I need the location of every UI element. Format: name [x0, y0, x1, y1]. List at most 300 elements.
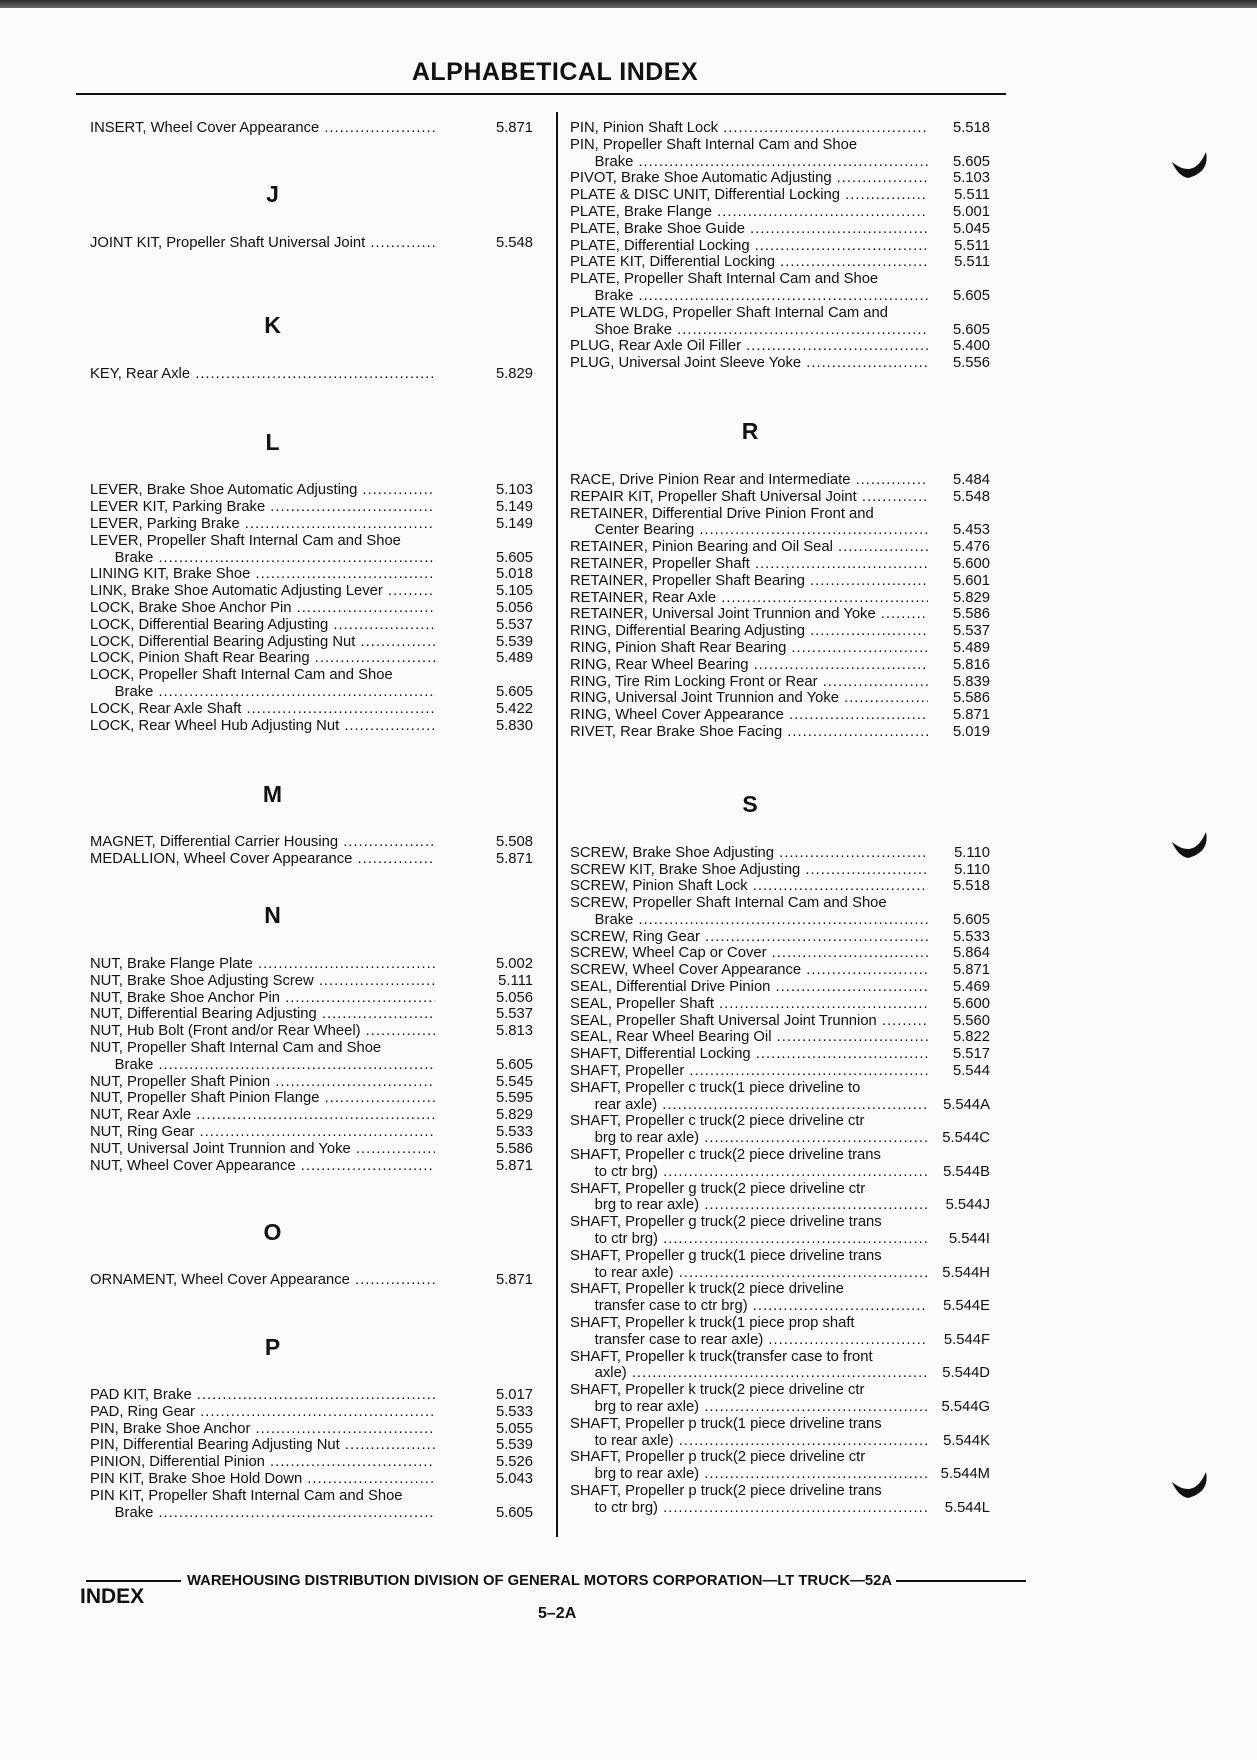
entry-text: NUT, Brake Shoe Adjusting Screw [90, 972, 314, 989]
entry-text: LEVER, Brake Shoe Automatic Adjusting [90, 482, 358, 499]
section-letter: S [742, 791, 758, 818]
footer-rule-right [896, 1580, 1026, 1582]
entry-text: RING, Universal Joint Trunnion and Yoke [570, 690, 839, 707]
index-entry [570, 137, 1020, 154]
entry-text: PLATE KIT, Differential Locking [570, 254, 776, 271]
entry-page-number: 5.019 [952, 723, 990, 740]
leader-dots [339, 718, 435, 734]
entry-page-number: 5.149 [495, 499, 533, 516]
section-letter: O [263, 1218, 282, 1245]
leader-dots [772, 1029, 929, 1045]
leader-dots [296, 1158, 435, 1174]
entry-text: SHAFT, Propeller g truck(1 piece driveline trans [570, 1247, 882, 1264]
entry-text: Brake [570, 287, 634, 304]
entry-page-number: 5.544D [942, 1365, 990, 1382]
entry-description [570, 1214, 928, 1231]
entry-text: PAD, Ring Gear [90, 1403, 195, 1420]
leader-dots [328, 617, 435, 633]
entry-description [570, 204, 928, 221]
entry-text: RING, Pinion Shaft Rear Bearing [570, 639, 787, 656]
entry-page-number: 5.605 [495, 1504, 533, 1521]
entry-text: SHAFT, Propeller p truck(2 piece driveline trans [570, 1482, 882, 1499]
entry-text: LINK, Brake Shoe Automatic Adjusting Lever [90, 583, 383, 600]
section-letter: P [264, 1333, 281, 1360]
index-entry [90, 834, 545, 851]
entry-text: SHAFT, Differential Locking [570, 1046, 751, 1063]
entry-text: NUT, Differential Bearing Adjusting [90, 1006, 317, 1023]
index-entry [570, 1382, 1020, 1399]
entry-description [570, 1113, 928, 1130]
entry-text: LOCK, Differential Bearing Adjusting [90, 616, 329, 633]
index-entry [570, 322, 1020, 339]
leader-dots [292, 600, 435, 616]
index-entry [90, 990, 545, 1007]
entry-description [570, 1097, 928, 1114]
index-entry [570, 288, 1020, 305]
leader-dots [627, 1365, 928, 1381]
entry-page-number: 5.511 [954, 237, 990, 254]
entry-text: PIN, Brake Shoe Anchor [90, 1420, 251, 1437]
entry-description [570, 539, 928, 556]
entry-text: NUT, Ring Gear [90, 1123, 195, 1140]
entry-page-number: 5.537 [495, 616, 533, 633]
index-entry [570, 506, 1020, 523]
index-entry [570, 707, 1020, 724]
entry-page-number: 5.871 [495, 851, 533, 868]
leader-dots [763, 1332, 928, 1348]
entry-description [570, 606, 928, 623]
index-entry [90, 1387, 545, 1404]
entry-text: PLATE, Brake Flange [570, 203, 713, 220]
leader-dots [658, 1231, 928, 1247]
leader-dots [801, 355, 928, 371]
entry-description [570, 288, 928, 305]
entry-text: MEDALLION, Wheel Cover Appearance [90, 851, 353, 868]
entry-page-number: 5.556 [952, 355, 990, 372]
entry-page-number: 5.560 [952, 1012, 990, 1029]
index-entry [570, 606, 1020, 623]
index-entry [90, 516, 545, 533]
entry-text: transfer case to rear axle) [570, 1331, 764, 1348]
section-letter: K [264, 312, 281, 339]
entry-description [90, 684, 435, 701]
index-entry [90, 1454, 545, 1471]
entry-description [90, 120, 435, 137]
entry-description [570, 929, 928, 946]
index-entry [570, 238, 1020, 255]
entry-text: NUT, Universal Joint Trunnion and Yoke [90, 1140, 351, 1157]
index-entry [90, 533, 545, 550]
index-entry [570, 1029, 1020, 1046]
leader-dots [700, 929, 928, 945]
index-entry [570, 945, 1020, 962]
entry-description [570, 1147, 928, 1164]
leader-dots [782, 724, 928, 740]
scan-top-edge [0, 0, 1257, 8]
entry-description [90, 834, 435, 851]
entry-text: PIN, Pinion Shaft Lock [570, 120, 719, 136]
entry-text: LEVER, Propeller Shaft Internal Cam and Shoe [90, 532, 401, 549]
leader-dots [365, 235, 435, 251]
index-entry [570, 1298, 1020, 1315]
entry-text: KEY, Rear Axle [90, 365, 191, 382]
entry-page-number: 5.103 [952, 170, 990, 187]
leader-dots [383, 583, 435, 599]
entry-text: Brake [90, 549, 154, 566]
index-entry [90, 1421, 545, 1438]
page-title: ALPHABETICAL INDEX [411, 58, 699, 86]
index-entry [90, 617, 545, 634]
entry-description [570, 1416, 928, 1433]
leader-dots [786, 640, 928, 656]
index-entry [570, 305, 1020, 322]
section-gap [90, 1174, 545, 1192]
index-entry [570, 1231, 1020, 1248]
entry-description [570, 623, 928, 640]
leader-dots [832, 170, 928, 186]
leader-dots [674, 1433, 928, 1449]
entry-description [90, 1387, 435, 1404]
entry-page-number: 5.489 [952, 639, 990, 656]
entry-description [570, 1164, 928, 1181]
leader-dots [751, 1046, 928, 1062]
entry-text: NUT, Brake Flange Plate [90, 955, 253, 972]
entry-description [570, 573, 928, 590]
entry-text: LOCK, Pinion Shaft Rear Bearing [90, 650, 310, 667]
entry-description [570, 472, 928, 489]
entry-text: to ctr brg) [570, 1163, 658, 1180]
entry-text: SCREW, Brake Shoe Adjusting [570, 844, 774, 861]
entry-page-number: 5.544F [943, 1331, 990, 1348]
leader-dots [748, 1298, 928, 1314]
entry-text: RETAINER, Propeller Shaft Bearing [570, 572, 805, 589]
entry-text: brg to rear axle) [570, 1399, 700, 1415]
leader-dots [658, 1164, 928, 1180]
entry-description [570, 489, 928, 506]
entry-text: SHAFT, Propeller g truck(2 piece driveline trans [570, 1214, 882, 1231]
footer-text: WAREHOUSING DISTRIBUTION DIVISION OF GENERAL MOTORS CORPORATION—LT TRUCK—52A [187, 1573, 893, 1589]
index-entry [570, 1433, 1020, 1450]
entry-description [90, 718, 435, 735]
entry-text: NUT, Propeller Shaft Pinion Flange [90, 1090, 320, 1107]
index-entry [90, 482, 545, 499]
entry-page-number: 5.544M [940, 1466, 990, 1483]
entry-description [570, 640, 928, 657]
index-entry [90, 1505, 545, 1522]
entry-page-number: 5.511 [954, 254, 990, 271]
entry-description [90, 634, 435, 651]
entry-text: brg to rear axle) [570, 1466, 700, 1483]
leader-dots [857, 489, 928, 505]
index-entry [90, 1124, 545, 1141]
column-divider [556, 112, 558, 1537]
entry-text: LOCK, Rear Axle Shaft [90, 700, 242, 717]
entry-page-number: 5.544A [943, 1096, 990, 1113]
entry-page-number: 5.103 [495, 482, 533, 499]
entry-page-number: 5.586 [952, 690, 990, 707]
entry-description [90, 1006, 435, 1023]
index-entry [570, 1416, 1020, 1433]
entry-description [90, 1158, 435, 1175]
index-entry [90, 956, 545, 973]
leader-dots [833, 539, 928, 555]
entry-description [570, 338, 928, 355]
entry-page-number: 5.545 [495, 1073, 533, 1090]
leader-dots [805, 573, 928, 589]
entry-description [570, 707, 928, 724]
footer-rule-left [86, 1580, 181, 1582]
entry-text: SHAFT, Propeller [570, 1063, 685, 1080]
entry-page-number: 5.518 [952, 120, 990, 136]
right-index-column [570, 120, 1020, 1517]
leader-dots [674, 1265, 928, 1281]
entry-page-number: 5.105 [495, 583, 533, 600]
index-entry [570, 1181, 1020, 1198]
leader-dots [750, 556, 928, 572]
index-entry [570, 1248, 1020, 1265]
entry-text: SCREW, Wheel Cover Appearance [570, 962, 802, 979]
entry-text: NUT, Propeller Shaft Pinion [90, 1073, 271, 1090]
section-gap [90, 252, 545, 286]
leader-dots [192, 1387, 435, 1403]
entry-page-number: 5.517 [952, 1046, 990, 1063]
index-entry [570, 120, 1020, 137]
index-entry [90, 650, 545, 667]
entry-description [570, 1231, 928, 1248]
index-entry [570, 1046, 1020, 1063]
index-entry [90, 1141, 545, 1158]
entry-text: JOINT KIT, Propeller Shaft Universal Joint [90, 234, 366, 251]
entry-page-number: 5.605 [952, 321, 990, 338]
index-entry [570, 1399, 1020, 1416]
entry-page-number: 5.829 [495, 1107, 533, 1124]
entry-text: NUT, Propeller Shaft Internal Cam and Shoe [90, 1039, 382, 1056]
entry-text: RING, Wheel Cover Appearance [570, 707, 784, 724]
entry-description [570, 657, 928, 674]
index-entry [570, 472, 1020, 489]
entry-text: SHAFT, Propeller k truck(2 piece driveline ctr [570, 1382, 865, 1399]
entry-text: SCREW, Propeller Shaft Internal Cam and Shoe [570, 895, 887, 912]
entry-description [570, 895, 928, 912]
entry-page-number: 5.484 [952, 471, 990, 488]
leader-dots [775, 254, 928, 270]
entry-page-number: 5.533 [952, 928, 990, 945]
index-entry [90, 1074, 545, 1091]
index-entry [90, 366, 545, 383]
leader-dots [153, 1505, 435, 1521]
entry-page-number: 5.056 [495, 989, 533, 1006]
entry-description [90, 1421, 435, 1438]
entry-page-number: 5.001 [952, 203, 990, 220]
index-entry [570, 187, 1020, 204]
entry-text: brg to rear axle) [570, 1130, 700, 1147]
entry-text: PIN KIT, Propeller Shaft Internal Cam and Shoe [90, 1487, 403, 1504]
leader-dots [745, 221, 928, 237]
leader-dots [805, 623, 928, 639]
entry-description [90, 499, 435, 516]
entry-text: PLUG, Universal Joint Sleeve Yoke [570, 355, 802, 372]
entry-page-number: 5.605 [952, 911, 990, 928]
entry-text: ORNAMENT, Wheel Cover Appearance [90, 1272, 350, 1289]
entry-text: SHAFT, Propeller g truck(2 piece driveline ctr [570, 1180, 866, 1197]
index-entry [570, 1265, 1020, 1282]
entry-text: Shoe Brake [570, 321, 672, 338]
entry-description [570, 1315, 928, 1332]
entry-page-number: 5.533 [495, 1403, 533, 1420]
index-entry [570, 1281, 1020, 1298]
entry-description [90, 1040, 435, 1057]
leader-dots [280, 990, 435, 1006]
entry-page-number: 5.871 [952, 707, 990, 724]
leader-dots [840, 187, 928, 203]
index-entry [570, 657, 1020, 674]
entry-description [570, 1080, 928, 1097]
section-gap [90, 734, 545, 754]
entry-description [570, 1281, 928, 1298]
index-entry [90, 684, 545, 701]
entry-text: PLATE & DISC UNIT, Differential Locking [570, 187, 841, 204]
entry-page-number: 5.149 [495, 515, 533, 532]
entry-description [90, 482, 435, 499]
leader-dots [694, 522, 928, 538]
entry-text: PIN, Propeller Shaft Internal Cam and Shoe [570, 136, 858, 153]
entry-page-number: 5.864 [952, 945, 990, 962]
entry-page-number: 5.544I [948, 1231, 990, 1248]
entry-description [90, 1074, 435, 1091]
entry-page-number: 5.453 [952, 522, 990, 539]
leader-dots [633, 912, 928, 928]
entry-page-number: 5.544B [943, 1163, 990, 1180]
leader-dots [338, 834, 435, 850]
entry-page-number: 5.518 [952, 878, 990, 895]
entry-page-number: 5.544 [952, 1063, 990, 1080]
index-entry [570, 1164, 1020, 1181]
entry-description [90, 1471, 435, 1488]
entry-text: RING, Rear Wheel Bearing [570, 656, 749, 673]
leader-dots [839, 690, 928, 706]
entry-text: Center Bearing [570, 522, 695, 539]
entry-description [570, 1181, 928, 1198]
entry-page-number: 5.544H [942, 1264, 990, 1281]
leader-dots [699, 1197, 928, 1213]
index-entry [570, 690, 1020, 707]
entry-text: SHAFT, Propeller p truck(2 piece driveline ctr [570, 1449, 866, 1466]
leader-dots [770, 979, 928, 995]
entry-description [570, 590, 928, 607]
entry-description [570, 154, 928, 171]
entry-text: PIN, Differential Bearing Adjusting Nut [90, 1437, 340, 1454]
entry-text: SEAL, Differential Drive Pinion [570, 979, 771, 996]
index-entry [570, 1315, 1020, 1332]
index-entry [570, 170, 1020, 187]
entry-page-number: 5.829 [495, 365, 533, 382]
entry-page-number: 5.544K [943, 1432, 990, 1449]
binder-ring-mark [1170, 150, 1210, 182]
entry-page-number: 5.595 [495, 1090, 533, 1107]
leader-dots [800, 862, 928, 878]
entry-description [570, 1466, 928, 1483]
leader-dots [253, 956, 435, 972]
entry-description [90, 1124, 435, 1141]
entry-description [90, 1488, 435, 1505]
leader-dots [716, 590, 928, 606]
entry-page-number: 5.544J [945, 1197, 990, 1214]
title-rule [76, 93, 1006, 95]
leader-dots [748, 878, 928, 894]
entry-description [570, 187, 928, 204]
entry-text: RING, Differential Bearing Adjusting [570, 623, 805, 640]
entry-page-number: 5.537 [495, 1006, 533, 1023]
entry-text: PLUG, Rear Axle Oil Filler [570, 338, 742, 355]
leader-dots [801, 962, 928, 978]
index-entry [570, 489, 1020, 506]
leader-dots [684, 1063, 928, 1079]
entry-text: MAGNET, Differential Carrier Housing [90, 834, 339, 851]
index-entry [570, 522, 1020, 539]
index-entry [90, 701, 545, 718]
entry-page-number: 5.816 [952, 656, 990, 673]
entry-text: axle) [570, 1365, 627, 1382]
leader-dots [355, 634, 435, 650]
entry-text: LOCK, Rear Wheel Hub Adjusting Nut [90, 717, 340, 734]
entry-description [570, 1029, 928, 1046]
entry-text: NUT, Hub Bolt (Front and/or Rear Wheel) [90, 1023, 361, 1040]
index-entry [90, 600, 545, 617]
index-entry [90, 1023, 545, 1040]
index-entry [90, 120, 545, 137]
entry-text: LEVER, Parking Brake [90, 515, 240, 532]
entry-text: PIVOT, Brake Shoe Automatic Adjusting [570, 170, 832, 187]
index-entry [90, 634, 545, 651]
entry-text: INSERT, Wheel Cover Appearance [90, 120, 320, 136]
entry-page-number: 5.605 [495, 549, 533, 566]
entry-description [90, 851, 435, 868]
entry-description [570, 506, 928, 523]
section-letter: J [266, 181, 279, 208]
entry-text: to rear axle) [570, 1432, 674, 1449]
entry-text: SHAFT, Propeller k truck(1 piece prop shaft [570, 1315, 855, 1332]
entry-text: SHAFT, Propeller p truck(1 piece driveline trans [570, 1415, 882, 1432]
leader-dots [319, 1090, 435, 1106]
entry-text: LOCK, Differential Bearing Adjusting Nut [90, 633, 356, 650]
index-entry [570, 979, 1020, 996]
index-entry [90, 1488, 545, 1505]
entry-description [570, 137, 928, 154]
entry-description [90, 583, 435, 600]
index-entry [570, 996, 1020, 1013]
leader-dots [748, 657, 928, 673]
index-entry [570, 1483, 1020, 1500]
entry-page-number: 5.537 [952, 623, 990, 640]
entry-text: SHAFT, Propeller k truck(2 piece driveline [570, 1281, 844, 1298]
index-entry [90, 1057, 545, 1074]
index-entry [570, 1080, 1020, 1097]
section-label: INDEX [80, 1585, 145, 1608]
section-letter: M [262, 780, 283, 807]
index-entry [570, 221, 1020, 238]
entry-page-number: 5.002 [495, 955, 533, 972]
entry-description [570, 1265, 928, 1282]
index-entry [570, 355, 1020, 372]
section-gap [90, 1289, 545, 1307]
entry-text: RETAINER, Pinion Bearing and Oil Seal [570, 539, 833, 556]
leader-dots [250, 1421, 435, 1437]
entry-text: to ctr brg) [570, 1499, 658, 1516]
leader-dots [774, 845, 928, 861]
section-gap [90, 382, 545, 402]
index-entry [570, 640, 1020, 657]
entry-page-number: 5.822 [952, 1029, 990, 1046]
